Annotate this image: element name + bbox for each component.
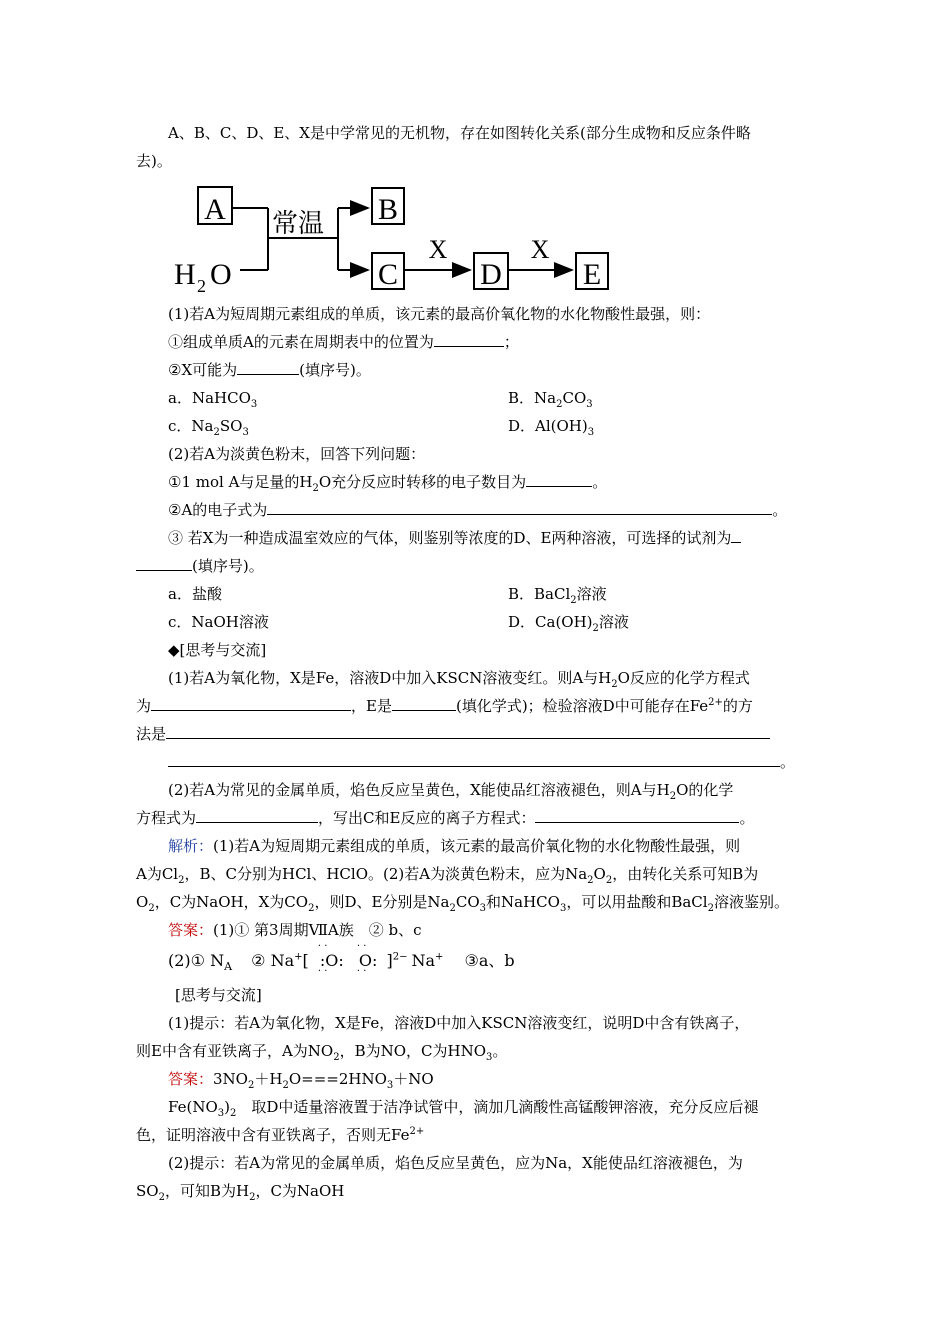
q2-opt-c: c．NaOH溶液 (168, 613, 269, 631)
tips-fe-l2: 色，证明溶液中含有亚铁离子，否则无$Fe^{2+}$ (136, 1126, 425, 1144)
tips-fe-l1: $Fe(NO_3)_2$ 取D中适量溶液置于洁净试管中，滴加几滴酸性高锰酸钾溶液，充分反应后褪 (168, 1098, 759, 1119)
q2-s3-cont: (填序号)。 (136, 556, 264, 576)
q2-s2: ②A的电子式为 。 (168, 501, 788, 519)
tips-t2-l2: $SO_2$，可知B为$H_2$，C为NaOH (136, 1182, 345, 1203)
think-title: ◆[思考与交流] (168, 641, 267, 659)
think-p1-l3: 法是 (136, 724, 770, 744)
blank[interactable] (434, 332, 504, 347)
q2-opt-b: B．BaCl$_2$溶液 (508, 585, 607, 606)
tips-answer: 答案：$3NO_2+H_2O===2HNO_3+NO$ (168, 1070, 434, 1091)
blank[interactable] (267, 500, 772, 515)
think-p1-l2: 为 ，E是 (填化学式)；检验溶液D中可能存在$Fe^{2+}$的方 (136, 697, 753, 715)
q2-opt-a: a．盐酸 (168, 585, 222, 603)
blank[interactable] (151, 696, 351, 711)
q2-s1: ①1 mol A与足量的$H_2O$充分反应时转移的电子数目为 。 (168, 473, 608, 494)
q2-opt-d: D．$Ca(OH)_2$溶液 (508, 613, 629, 634)
analysis-l1: 解析：(1)若A为短周期元素组成的单质，该元素的最高价氧化物的水化物酸性最强，则 (168, 837, 741, 855)
analysis-l2: A为$Cl_2$，B、C分别为HCl、HClO。(2)若A为淡黄色粉末，应为$Na_2O_2$，由转化关系可知B为 (136, 865, 759, 886)
q1-s2: ②X可能为 (填序号)。 (168, 361, 371, 379)
blank[interactable] (392, 696, 456, 711)
blank[interactable] (237, 360, 299, 375)
tips-title: [思考与交流] (175, 986, 262, 1004)
blank[interactable] (731, 528, 741, 543)
tips-t1-l1: (1)提示：若A为氧化物，X是Fe，溶液D中加入KSCN溶液变红，说明D中含有铁离子， (168, 1014, 750, 1032)
q1-opt-a: a．NaHCO$_3$ (168, 389, 258, 410)
label-c: C (377, 258, 399, 291)
label-d: D (480, 258, 502, 291)
think-p1-l1: (1)若A为氧化物，X是Fe，溶液D中加入KSCN溶液变红。则A与$H_2O$反应的化学方程式 (168, 669, 750, 690)
tips-t1-l2: 则E中含有亚铁离子，A为$NO_2$，B为NO，C为$HNO_3$。 (136, 1042, 508, 1063)
intro-line-1: A、B、C、D、E、X是中学常见的无机物，存在如图转化关系(部分生成物和反应条件略 (168, 124, 751, 142)
label-x1: X (428, 235, 448, 264)
q1-opt-b: B．$Na_2CO_3$ (508, 389, 593, 410)
answer-l1: 答案：(1)① 第3周期ⅦA族 ② b、c (168, 921, 422, 939)
label-h: H (174, 258, 196, 291)
q2-s3: ③ 若X为一种造成温室效应的气体，则鉴别等浓度的D、E两种溶液，可选择的试剂为 (168, 528, 741, 548)
blank[interactable] (136, 556, 192, 571)
q1-s1: ①组成单质A的元素在周期表中的位置为 ； (168, 333, 519, 351)
tips-t2-l1: (2)提示：若A为常见的金属单质，焰色反应呈黄色，应为Na，X能使品红溶液褪色，为 (168, 1154, 743, 1172)
conversion-diagram (0, 0, 950, 310)
think-p2-l1: (2)若A为常见的金属单质，焰色反应呈黄色，X能使品红溶液褪色，则A与$H_2O$的化学 (168, 781, 734, 802)
q1-opt-d: D．$Al(OH)_3$ (508, 417, 595, 438)
think-p1-l4: 。 (168, 752, 795, 772)
peroxide-oxygen-2: · · · · O: (356, 941, 378, 977)
blank[interactable] (168, 752, 780, 767)
intro-line-2: 去)。 (136, 152, 172, 170)
label-e: E (582, 258, 602, 291)
label-h-sub: 2 (197, 276, 206, 296)
q2-stem: (2)若A为淡黄色粉末，回答下列问题： (168, 445, 426, 463)
label-o: O (210, 258, 232, 291)
think-p2-l2: 方程式为 ，写出C和E反应的离子方程式： 。 (136, 809, 755, 827)
label-condition: 常温 (272, 209, 325, 239)
answer-l2: (2)① $N_A$ ② Na+[ · · · · :O: · · · · O: ]$^{2-}$ Na+ ③a、b (168, 941, 515, 977)
blank[interactable] (526, 472, 592, 487)
label-b: B (377, 193, 399, 226)
label-x2: X (530, 235, 550, 264)
q1-opt-c: c．$Na_2SO_3$ (168, 417, 249, 438)
blank[interactable] (196, 808, 318, 823)
blank[interactable] (166, 724, 770, 739)
peroxide-oxygen-1: · · · · :O: (317, 941, 344, 977)
label-a: A (204, 193, 226, 226)
q1-stem: (1)若A为短周期元素组成的单质，该元素的最高价氧化物的水化物酸性最强，则： (168, 305, 711, 323)
analysis-l3: $O_2$，C为NaOH，X为$CO_2$，则D、E分别是$Na_2CO_3$和NaHCO$_3$，可以用盐酸和BaCl$_2$溶液鉴别。 (136, 893, 789, 914)
blank[interactable] (535, 808, 739, 823)
